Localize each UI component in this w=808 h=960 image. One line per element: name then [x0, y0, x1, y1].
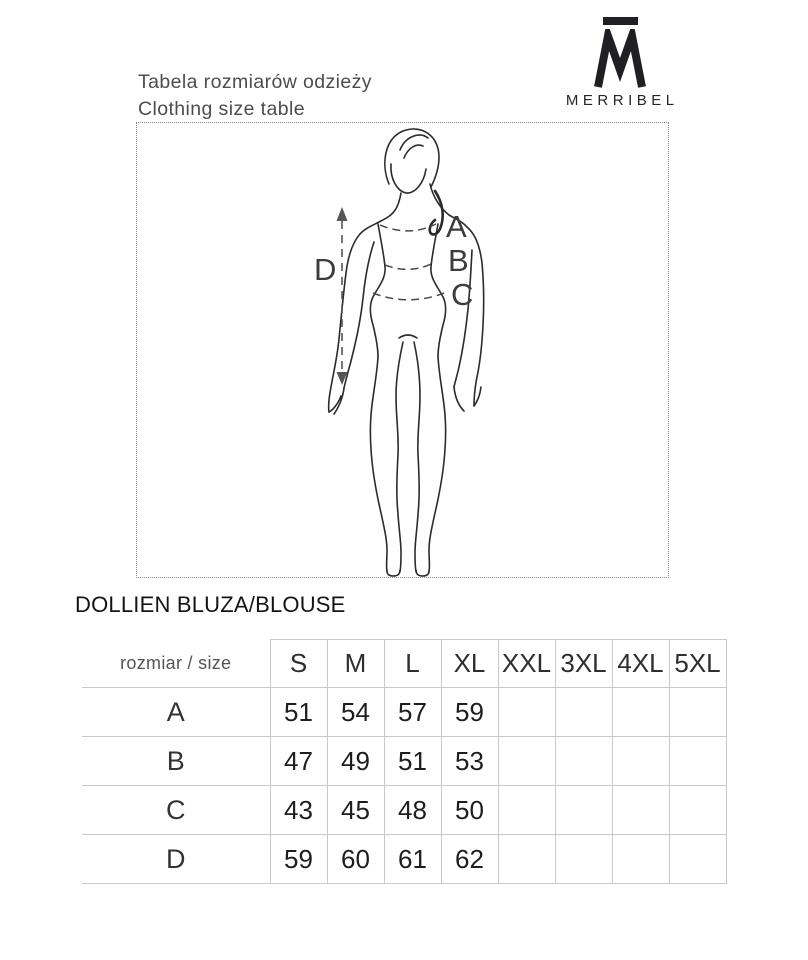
cell-b-xl: 53 — [441, 737, 498, 786]
cell-b-xxl — [498, 737, 555, 786]
cell-c-3xl — [555, 786, 612, 835]
column-header-xxl: XXL — [498, 640, 555, 688]
mannequin-outline — [329, 129, 484, 576]
cell-b-5xl — [669, 737, 726, 786]
cell-b-s: 47 — [270, 737, 327, 786]
column-header-l: L — [384, 640, 441, 688]
row-label-a: A — [82, 688, 270, 737]
table-row-c — [82, 786, 726, 835]
cell-d-l: 61 — [384, 835, 441, 884]
brand-name: MERRIBEL — [565, 92, 679, 109]
cell-c-xxl — [498, 786, 555, 835]
cell-d-s: 59 — [270, 835, 327, 884]
mannequin-sketch — [137, 123, 668, 577]
table-row-d — [82, 835, 726, 884]
cell-c-m: 45 — [327, 786, 384, 835]
column-header-m: M — [327, 640, 384, 688]
row-label-c: C — [82, 786, 270, 835]
logo-m-icon — [590, 29, 650, 91]
label-waist-b: B — [448, 243, 469, 278]
label-length-d: D — [314, 252, 337, 287]
cell-a-xxl — [498, 688, 555, 737]
label-bust-a: A — [446, 209, 467, 244]
table-row-a — [82, 688, 726, 737]
column-header-xl: XL — [441, 640, 498, 688]
cell-a-s: 51 — [270, 688, 327, 737]
cell-c-s: 43 — [270, 786, 327, 835]
cell-c-l: 48 — [384, 786, 441, 835]
table-header-row — [82, 640, 726, 688]
corner-label: rozmiar / size — [82, 640, 270, 688]
cell-a-5xl — [669, 688, 726, 737]
cell-c-xl: 50 — [441, 786, 498, 835]
product-title: DOLLIEN BLUZA/BLOUSE — [75, 592, 346, 617]
column-header-5xl: 5XL — [669, 640, 726, 688]
brand-logo — [556, 16, 684, 110]
page-title-line-en: Clothing size table — [138, 98, 305, 120]
column-header-s: S — [270, 640, 327, 688]
length-arrow — [337, 207, 348, 385]
cell-a-3xl — [555, 688, 612, 737]
logo-bar-icon — [603, 17, 638, 25]
table-row-b — [82, 737, 726, 786]
cell-d-3xl — [555, 835, 612, 884]
cell-a-m: 54 — [327, 688, 384, 737]
cell-d-5xl — [669, 835, 726, 884]
label-hip-c: C — [451, 277, 474, 312]
cell-a-l: 57 — [384, 688, 441, 737]
cell-b-4xl — [612, 737, 669, 786]
column-header-4xl: 4XL — [612, 640, 669, 688]
cell-b-m: 49 — [327, 737, 384, 786]
figure-box — [136, 122, 669, 578]
cell-b-3xl — [555, 737, 612, 786]
cell-b-l: 51 — [384, 737, 441, 786]
cell-c-4xl — [612, 786, 669, 835]
size-table — [82, 639, 727, 884]
cell-a-xl: 59 — [441, 688, 498, 737]
page-title — [138, 69, 372, 123]
row-label-d: D — [82, 835, 270, 884]
cell-d-xxl — [498, 835, 555, 884]
page-title-line-pl: Tabela rozmiarów odzieży — [138, 71, 372, 93]
cell-d-xl: 62 — [441, 835, 498, 884]
cell-a-4xl — [612, 688, 669, 737]
cell-d-m: 60 — [327, 835, 384, 884]
cell-d-4xl — [612, 835, 669, 884]
column-header-3xl: 3XL — [555, 640, 612, 688]
cell-c-5xl — [669, 786, 726, 835]
row-label-b: B — [82, 737, 270, 786]
